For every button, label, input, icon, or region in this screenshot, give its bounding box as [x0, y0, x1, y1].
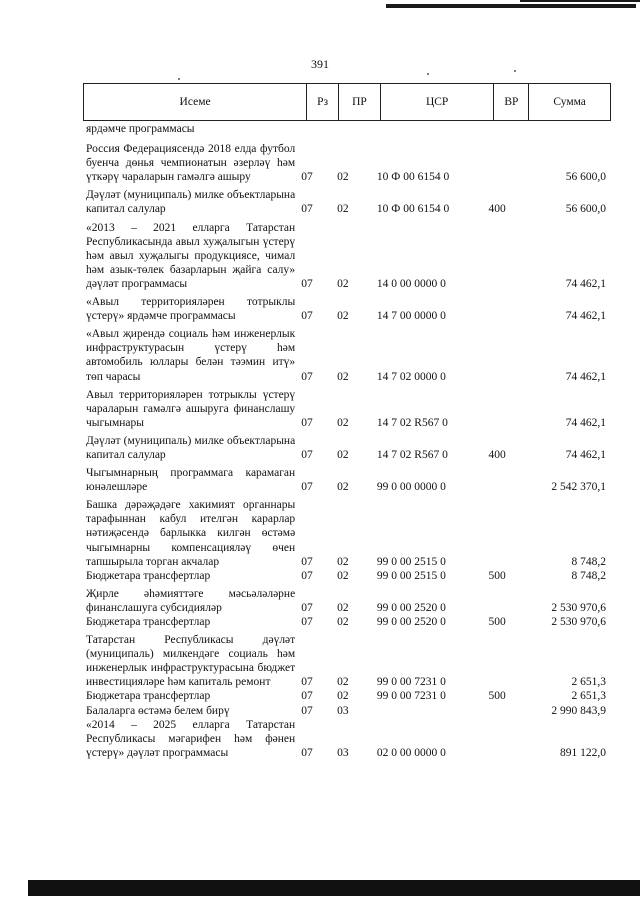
row-rz: 07 — [301, 203, 313, 216]
table-row — [86, 327, 606, 383]
row-sum: 74 462,1 — [565, 277, 607, 290]
row-name: Җирле әһәмияттәге мәсьәләләрне финанслашуга субсидияләр — [86, 587, 296, 614]
table-row — [86, 498, 606, 568]
row-vr: 400 — [488, 203, 506, 216]
header-sum: Сумма — [553, 96, 586, 108]
row-vr: 400 — [488, 448, 506, 461]
table-row — [86, 388, 606, 430]
table-row — [86, 466, 606, 494]
row-csr: 99 0 00 2515 0 — [376, 569, 446, 582]
row-pr: 02 — [337, 203, 349, 216]
row-sum: 74 462,1 — [565, 448, 607, 461]
table-row — [86, 142, 606, 184]
row-name: Чыгымнарның программага карамаган юнәлешләре — [86, 467, 296, 494]
row-sum: 2 651,3 — [571, 690, 607, 703]
row-sum: 2 542 370,1 — [551, 481, 607, 494]
scan-speck — [178, 78, 180, 80]
row-name: «Авыл җирендә социаль һәм инженерлык инфраструктурасын үстерү һәм автомобиль юллары белән тәэмин итү» төп чарасы — [86, 328, 296, 383]
row-csr: 99 0 00 7231 0 — [376, 676, 446, 689]
row-rz: 07 — [301, 277, 313, 290]
table-row — [86, 615, 606, 629]
row-vr: 500 — [488, 616, 506, 628]
row-rz: 07 — [301, 481, 313, 494]
row-rz: 07 — [301, 555, 313, 568]
row-csr: 14 7 00 0000 0 — [376, 310, 446, 323]
row-rz: 07 — [301, 616, 313, 628]
row-csr: 10 Ф 00 6154 0 — [376, 171, 450, 184]
scan-speck — [427, 73, 429, 75]
row-sum: 74 462,1 — [565, 370, 607, 383]
row-name: Татарстан Республикасы дәүләт (муниципаль) милкендәге социаль һәм инженерлык инфраструктурасына бюджет инвестицияләре һәм капиталь ремонт — [86, 634, 296, 689]
table-header — [83, 83, 611, 121]
table-row — [86, 689, 606, 703]
row-pr: 02 — [337, 676, 349, 689]
row-pr: 02 — [337, 277, 349, 290]
row-pr: 03 — [337, 746, 349, 759]
row-csr: 14 0 00 0000 0 — [376, 277, 446, 290]
row-csr: 14 7 02 0000 0 — [376, 370, 446, 383]
row-csr: 10 Ф 00 6154 0 — [376, 203, 450, 216]
row-name: «2013 – 2021 елларга Татарстан Республикасында авыл хуҗалыгын үстерү һәм авыл хуҗалыгы продукциясе, чимал һәм азык-төлек базарларын җайга салу» дәүләт программасы — [86, 221, 296, 290]
row-rz: 07 — [301, 569, 313, 582]
row-name: Дәүләт (муниципаль) милке объектларына капитал салулар — [86, 434, 296, 461]
row-csr: 02 0 00 0000 0 — [376, 746, 446, 759]
row-rz: 07 — [301, 416, 313, 429]
row-csr: 99 0 00 2520 0 — [376, 616, 446, 628]
row-rz: 07 — [301, 601, 313, 614]
row-pr: 02 — [337, 555, 349, 568]
table-row — [86, 295, 606, 323]
row-pr: 02 — [337, 616, 349, 628]
row-rz: 07 — [301, 704, 313, 717]
scan-edge-bar — [520, 0, 640, 2]
table-row — [86, 633, 606, 689]
row-rz: 07 — [301, 171, 313, 184]
row-rz: 07 — [301, 370, 313, 383]
row-name: Башка дәрәҗәдәге хакимият органнары тарафыннан кабул ителгән карарлар нәтиҗәсендә барлыкка килгән өстәмә чыгымнарны компенсацияләү өчен тапшырыла торган акчалар — [86, 499, 296, 568]
table-row — [86, 188, 606, 216]
row-pr: 02 — [337, 416, 349, 429]
scan-speck — [514, 70, 516, 72]
row-csr: 99 0 00 7231 0 — [376, 690, 446, 703]
row-sum: 56 600,0 — [565, 171, 607, 184]
header-name: Исеме — [84, 84, 307, 120]
table-row — [86, 569, 606, 583]
scan-edge-bar — [386, 4, 636, 8]
row-sum: 74 462,1 — [565, 310, 607, 323]
header-pr: ПР — [339, 84, 381, 120]
row-sum: 2 530 970,6 — [551, 616, 607, 628]
row-name: ярдәмче программасы — [86, 123, 195, 135]
header-csr: ЦСР — [381, 84, 495, 120]
row-sum: 8 748,2 — [571, 555, 607, 568]
row-name: Бюджетара трансфертлар — [86, 690, 211, 703]
row-vr: 500 — [488, 569, 506, 582]
row-rz: 07 — [301, 746, 313, 759]
row-name: Бюджетара трансфертлар — [86, 616, 211, 628]
row-rz: 07 — [301, 310, 313, 323]
header-rz: Рз — [307, 84, 339, 120]
row-rz: 07 — [301, 676, 313, 689]
row-sum: 56 600,0 — [565, 203, 607, 216]
row-name: Дәүләт (муниципаль) милке объектларына капитал салулар — [86, 189, 296, 216]
row-pr: 02 — [337, 370, 349, 383]
row-sum: 2 990 843,9 — [551, 704, 607, 717]
page-number: 391 — [311, 57, 329, 71]
row-sum: 8 748,2 — [571, 569, 607, 582]
row-csr: 99 0 00 2515 0 — [376, 555, 446, 568]
row-name: «Авыл территорияләрен тотрыклы үстерү» ярдәмче программасы — [86, 296, 296, 323]
table-row — [86, 122, 606, 136]
budget-table-body — [86, 122, 606, 760]
row-csr: 14 7 02 R567 0 — [376, 416, 448, 429]
row-pr: 02 — [337, 481, 349, 494]
row-vr: 500 — [488, 690, 506, 703]
row-csr: 99 0 00 2520 0 — [376, 601, 446, 614]
row-pr: 02 — [337, 690, 349, 703]
row-name: «2014 – 2025 елларга Татарстан Республикасы мәгарифен һәм фәнен үстерү» дәүләт программасы — [86, 718, 296, 759]
row-csr: 14 7 02 R567 0 — [376, 448, 448, 461]
row-pr: 02 — [337, 310, 349, 323]
row-sum: 891 122,0 — [560, 746, 607, 759]
row-pr: 02 — [337, 601, 349, 614]
header-vr: ВР — [494, 84, 529, 120]
row-pr: 02 — [337, 171, 349, 184]
row-name: Россия Федерациясендә 2018 елда футбол буенча дөнья чемпионатын әзерләү һәм үткәрү чараларын гамәлгә ашыру — [86, 143, 296, 184]
table-row — [86, 704, 606, 718]
row-sum: 2 530 970,6 — [551, 601, 607, 614]
row-sum: 2 651,3 — [571, 676, 607, 689]
row-name: Авыл территорияләрен тотрыклы үстерү чараларын гамәлгә ашыруга финанслашу чыгымнары — [86, 388, 296, 429]
row-rz: 07 — [301, 690, 313, 703]
row-rz: 07 — [301, 448, 313, 461]
table-row — [86, 434, 606, 462]
row-pr: 02 — [337, 448, 349, 461]
row-name: Бюджетара трансфертлар — [86, 569, 211, 582]
table-row — [86, 718, 606, 760]
row-pr: 03 — [337, 704, 349, 717]
row-name: Балаларга өстәмә белем бирү — [86, 704, 230, 717]
table-row — [86, 587, 606, 615]
row-csr: 99 0 00 0000 0 — [376, 481, 446, 494]
table-row — [86, 221, 606, 291]
scan-edge-bar — [28, 880, 640, 896]
row-pr: 02 — [337, 569, 349, 582]
row-sum: 74 462,1 — [565, 416, 607, 429]
